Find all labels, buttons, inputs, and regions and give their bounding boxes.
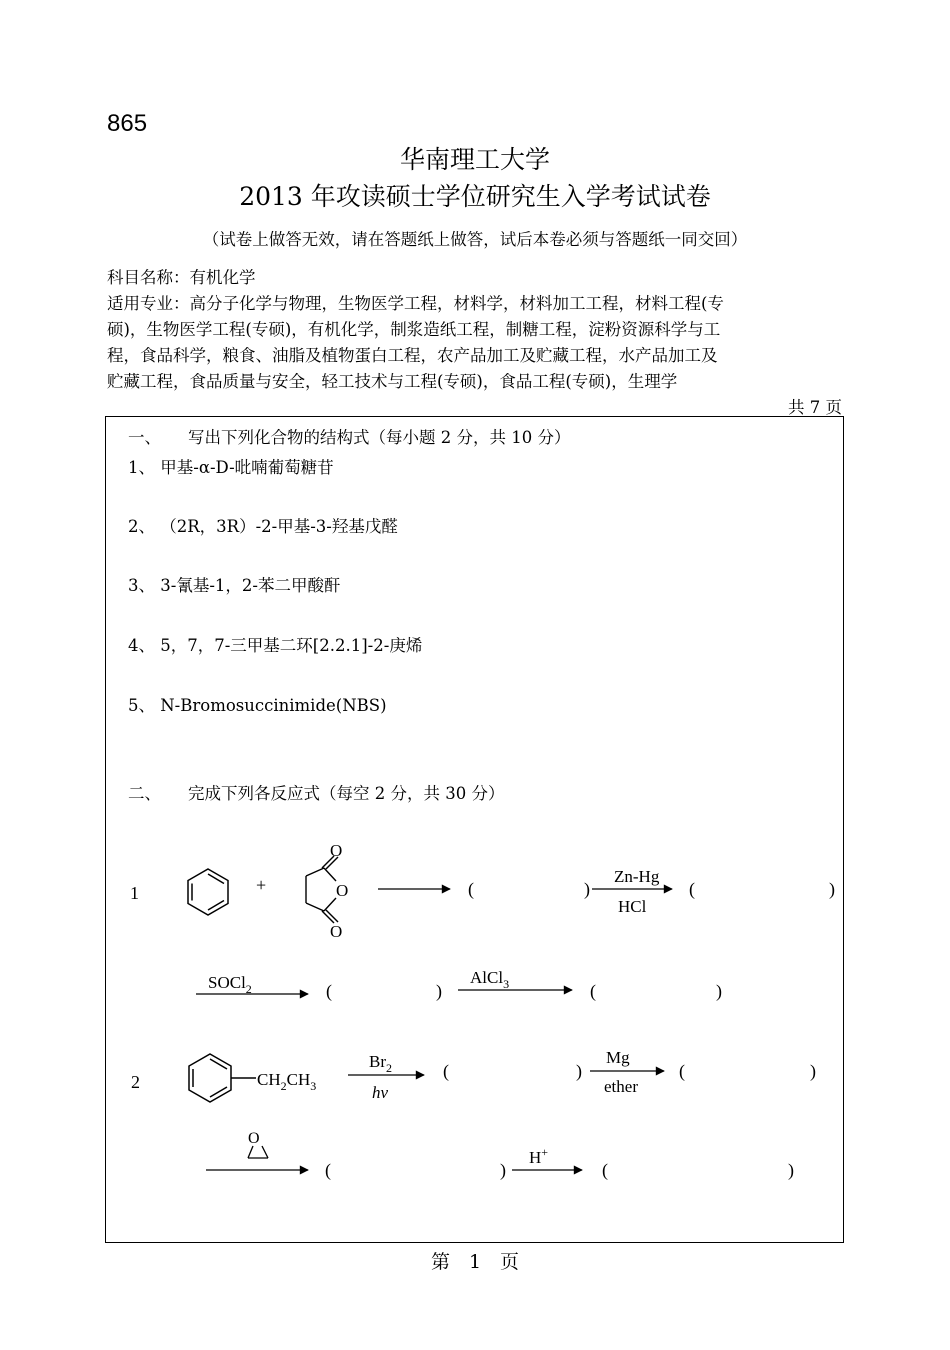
exam-title: 2013 年攻读硕士学位研究生入学考试试卷 bbox=[239, 182, 711, 211]
section2-heading: 完成下列各反应式（每空 2 分，共 30 分） bbox=[188, 784, 505, 803]
page-footer: 第 1 页 bbox=[430, 1251, 520, 1273]
reagent-label: AlCl bbox=[470, 968, 504, 987]
svg-text:CH2CH3 bbox=[257, 1070, 316, 1093]
reagent-subscript: 2 bbox=[386, 1061, 392, 1075]
section1-heading: 写出下列化合物的结构式（每小题 2 分，共 10 分） bbox=[188, 428, 571, 447]
blank-close: ) bbox=[810, 1061, 816, 1081]
exam-code: 865 bbox=[107, 110, 148, 137]
subject-name: 科目名称：有机化学 bbox=[107, 268, 256, 287]
reagent-bottom: hv bbox=[372, 1083, 389, 1102]
majors-line: 硕)，生物医学工程(专硕)，有机化学，制浆造纸工程，制糖工程，淀粉资源科学与工 bbox=[107, 320, 721, 339]
blank-open: ( bbox=[443, 1061, 449, 1081]
reagent-bottom: ether bbox=[604, 1077, 638, 1096]
total-pages: 共 7 页 bbox=[788, 398, 842, 417]
university-title: 华南理工大学 bbox=[399, 145, 550, 174]
reagent-superscript: + bbox=[541, 1145, 549, 1159]
question-item: 5、 N-Bromosuccinimide(NBS) bbox=[128, 696, 387, 715]
reaction-1-number: 1 bbox=[130, 883, 139, 903]
instructions: （试卷上做答无效，请在答题纸上做答，试后本卷必须与答题纸一同交回） bbox=[202, 230, 748, 249]
succinic-anhydride bbox=[306, 856, 338, 923]
majors-line: 程，食品科学，粮食、油脂及植物蛋白工程，农产品加工及贮藏工程，水产品加工及 bbox=[107, 346, 718, 365]
question-item: 2、 （2R，3R）-2-甲基-3-羟基戊醛 bbox=[128, 517, 398, 536]
plus-sign: + bbox=[256, 875, 267, 895]
reagent-subscript: 3 bbox=[503, 977, 510, 991]
blank-open: ( bbox=[325, 1160, 331, 1180]
atom-o: O bbox=[336, 881, 349, 900]
benzene-ring bbox=[189, 1054, 256, 1102]
reagent-bottom: HCl bbox=[618, 897, 647, 916]
reagent-label: SOCl bbox=[208, 973, 246, 992]
majors-line: 适用专业：高分子化学与物理，生物医学工程，材料学，材料加工工程，材料工程(专 bbox=[107, 294, 724, 313]
benzene-ring bbox=[188, 869, 228, 915]
ethylene-oxide bbox=[248, 1146, 268, 1158]
svg-text:Br2 bbox=[369, 1052, 392, 1075]
section2-number: 二、 bbox=[128, 784, 161, 803]
section1-number: 一、 bbox=[128, 428, 161, 447]
atom-o: O bbox=[330, 922, 343, 941]
substituent: CH bbox=[286, 1070, 311, 1089]
blank-close: ) bbox=[500, 1160, 506, 1180]
svg-text:AlCl3 bbox=[470, 968, 509, 991]
substituent: CH bbox=[257, 1070, 281, 1089]
reagent-subscript: 2 bbox=[245, 982, 252, 996]
epoxide-oxygen: O bbox=[248, 1130, 260, 1147]
question-item: 3、 3-氰基-1，2-苯二甲酸酐 bbox=[128, 576, 341, 595]
substituent-subscript: 3 bbox=[310, 1079, 317, 1093]
blank-close: ) bbox=[436, 981, 442, 1001]
blank-open: ( bbox=[590, 981, 596, 1001]
reaction-2-number: 2 bbox=[131, 1072, 140, 1092]
blank-close: ) bbox=[829, 879, 835, 899]
blank-close: ) bbox=[584, 879, 590, 899]
svg-text:SOCl2 bbox=[208, 973, 252, 996]
reagent-top: Mg bbox=[606, 1048, 630, 1067]
substituent-subscript: 2 bbox=[280, 1079, 287, 1093]
atom-o: O bbox=[330, 841, 343, 860]
question-item: 1、 甲基-α-D-吡喃葡萄糖苷 bbox=[128, 458, 334, 477]
blank-open: ( bbox=[326, 981, 332, 1001]
blank-close: ) bbox=[788, 1160, 794, 1180]
blank-close: ) bbox=[576, 1061, 582, 1081]
reagent-label: H bbox=[529, 1148, 542, 1167]
blank-open: ( bbox=[602, 1160, 608, 1180]
majors-line: 贮藏工程，食品质量与安全，轻工技术与工程(专硕)，食品工程(专硕)，生理学 bbox=[107, 372, 678, 391]
blank-open: ( bbox=[468, 879, 474, 899]
question-item: 4、 5，7，7-三甲基二环[2.2.1]-2-庚烯 bbox=[128, 636, 423, 655]
blank-open: ( bbox=[679, 1061, 685, 1081]
reagent-top: Zn-Hg bbox=[614, 867, 660, 886]
reagent-label: Br bbox=[369, 1052, 386, 1071]
blank-close: ) bbox=[716, 981, 722, 1001]
svg-text:H+ bbox=[529, 1145, 548, 1167]
blank-open: ( bbox=[689, 879, 695, 899]
